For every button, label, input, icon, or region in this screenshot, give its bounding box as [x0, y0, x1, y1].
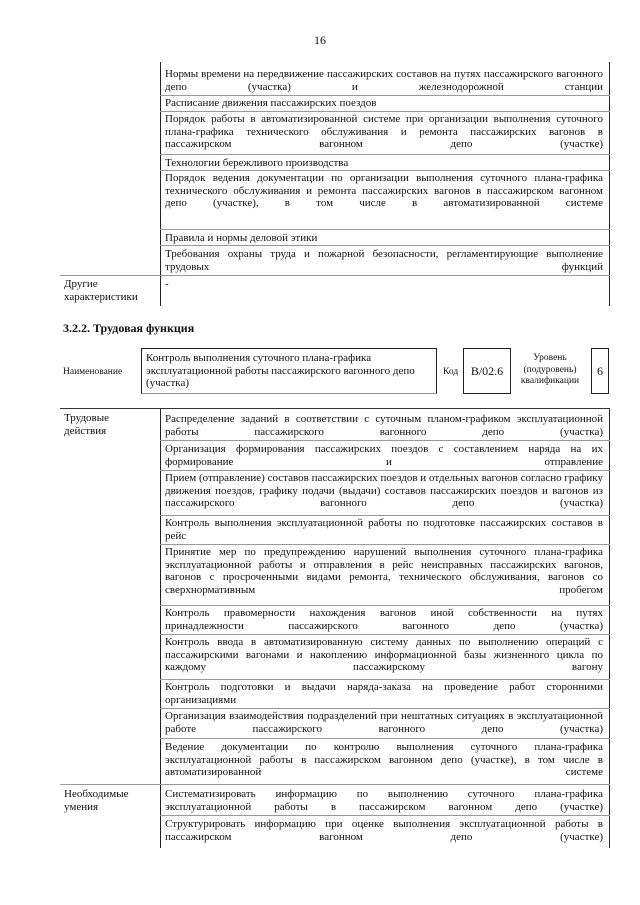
knowledge-row: Порядок ведения документации по организации выполнения суточного плана-графика технического обслуживания и ремонта пассажирских вагонов в пассажирском вагонном депо (участке), в том числе в автоматизированной системе [165, 172, 603, 209]
page-number: 16 [314, 33, 326, 47]
qualification-level-value: 6 [591, 348, 609, 394]
row-divider [160, 815, 610, 816]
section-title: 3.2.2. Трудовая функция [63, 321, 195, 335]
list-item: Организация формирования пассажирских поездов с составлением наряда на их формирование и отправление [165, 443, 603, 468]
code-value-box: В/02.6 [463, 348, 511, 394]
list-item: Принятие мер по предупреждению нарушений выполнения суточного плана-графика эксплуатационной работы и отправления в рейс неисправных пассажирских вагонов, вагонов с просроченными видами ремонта, технического обслуживания, вагонов со сверхнормативным пробегом [165, 546, 603, 596]
row-divider [160, 605, 610, 606]
row-divider [160, 515, 610, 516]
skills-label: Необходимые умения [64, 788, 129, 813]
knowledge-row: Расписание движения пассажирских поездов [165, 97, 377, 109]
knowledge-row: Технологии бережливого производства [165, 157, 349, 169]
list-item: Ведение документации по контролю выполнения суточного плана-графика эксплуатационной работы в пассажирском вагонном депо (участке), в том числе в автоматизированной системе [165, 741, 603, 778]
row-divider [160, 111, 610, 112]
row-divider [160, 154, 610, 155]
list-item: Систематизировать информацию по выполнению суточного плана-графика эксплуатационной работы в пассажирском вагонном депо (участке) [165, 788, 603, 813]
function-name-box: Контроль выполнения суточного плана-графика эксплуатационной работы пассажирского вагонного депо (участка) [141, 348, 437, 394]
list-item: Распределение заданий в соответствии с суточным планом-графиком эксплуатационной работы пассажирского вагонного депо (участка) [165, 413, 603, 438]
list-item: Организация взаимодействия подразделений при нештатных ситуациях в эксплуатационной работе пассажирского вагонного депо (участка) [165, 710, 603, 735]
knowledge-row: Правила и нормы деловой этики [165, 232, 318, 244]
list-item: Контроль правомерности нахождения вагонов иной собственности на путях принадлежности пассажирского вагонного депо (участка) [165, 607, 603, 632]
list-item: Прием (отправление) составов пассажирских поездов и отдельных вагонов согласно графику движения поездов, графику подачи (выдачи) составов пассажирских поездов и вагонов из пассажирского вагонного депо (участка) [165, 472, 603, 509]
row-divider [60, 784, 610, 785]
table-right-border [609, 408, 610, 848]
other-characteristics-value: - [165, 278, 169, 290]
knowledge-row: Порядок работы в автоматизированной системе при организации выполнения суточного плана-графика технического обслуживания и ремонта пассажирских вагонов в пассажирском вагонном депо (участке) [165, 113, 603, 150]
row-divider [160, 634, 610, 635]
row-divider [160, 708, 610, 709]
table-left-border [160, 62, 161, 306]
row-divider [160, 679, 610, 680]
row-divider [160, 229, 610, 230]
name-label: Наименование [63, 367, 123, 377]
row-divider [160, 544, 610, 545]
code-label: Код [443, 367, 459, 377]
list-item: Контроль подготовки и выдачи наряда-заказа на проведение работ сторонними организациями [165, 681, 603, 706]
qualification-level-label: Уровень (подуровень) квалификации [520, 353, 580, 386]
list-item: Контроль выполнения эксплуатационной работы по подготовке пассажирских составов в рейс [165, 517, 603, 542]
list-item: Структурировать информацию при оценке выполнения эксплуатационной работы в пассажирском вагонном депо (участке) [165, 818, 603, 843]
table-top-border [60, 408, 610, 409]
row-divider [160, 95, 610, 96]
knowledge-row: Требования охраны труда и пожарной безопасности, регламентирующие выполнение трудовых функций [165, 248, 603, 273]
row-divider [160, 170, 610, 171]
row-divider [160, 440, 610, 441]
other-characteristics-label: Другие характеристики [64, 278, 138, 303]
row-divider [160, 245, 610, 246]
table-right-border [609, 62, 610, 306]
row-divider [60, 275, 610, 276]
row-divider [160, 470, 610, 471]
table-left-border [160, 408, 161, 848]
row-divider [160, 738, 610, 739]
list-item: Контроль ввода в автоматизированную систему данных по выполнению операций с пассажирскими вагонами и накоплению информационной базы жизненного цикла по каждому пассажирскому вагону [165, 636, 603, 673]
labor-actions-label: Трудовые действия [64, 412, 110, 437]
knowledge-row: Нормы времени на передвижение пассажирских составов на путях пассажирского вагонного депо (участка) и железнодорожной станции [165, 68, 603, 93]
